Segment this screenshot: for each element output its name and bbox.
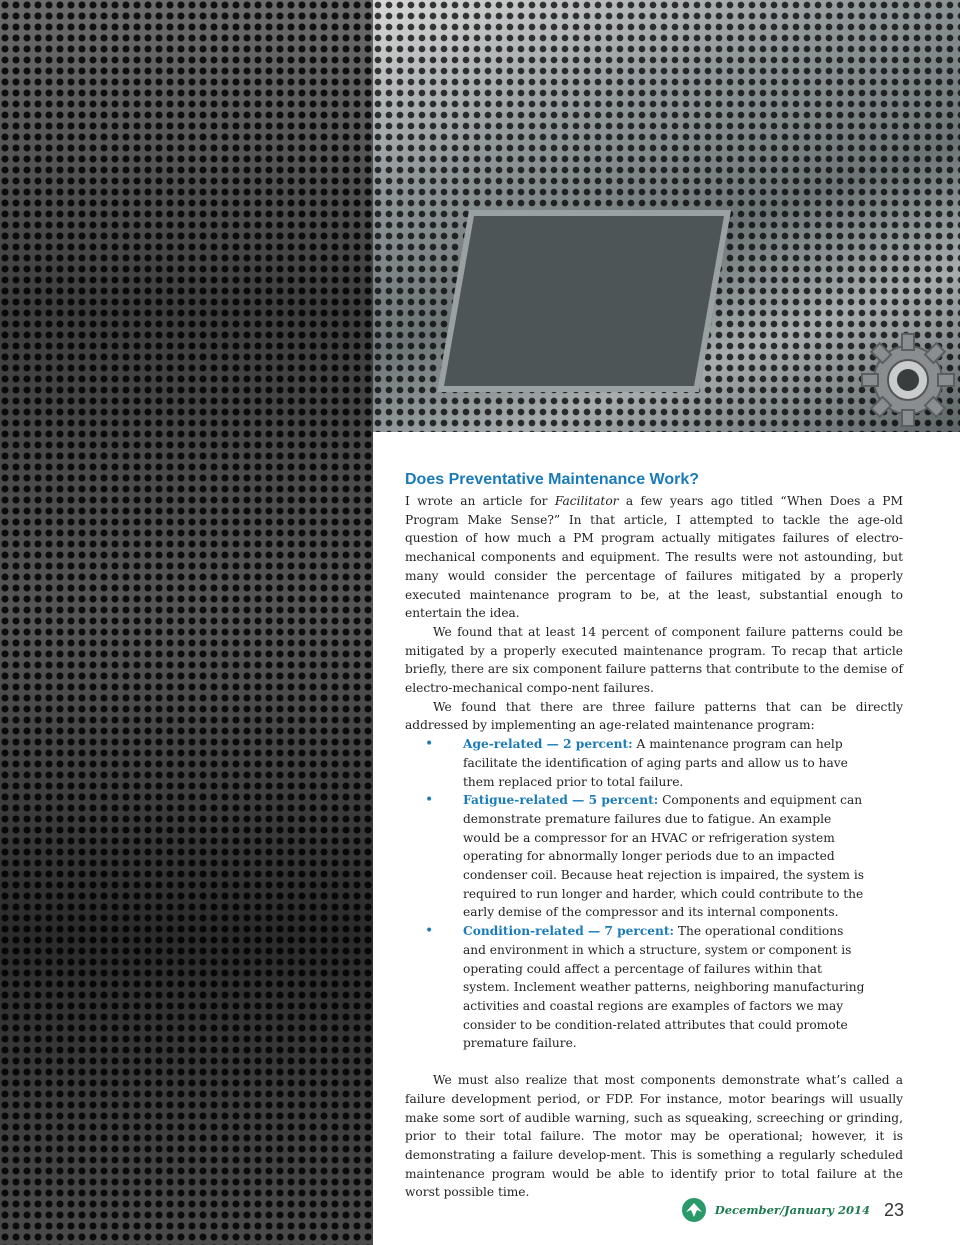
paragraph-1-start: I wrote an article for xyxy=(405,494,555,508)
failure-pattern-list xyxy=(405,735,903,1053)
list-item xyxy=(405,735,903,791)
magazine-logo-icon xyxy=(681,1197,707,1223)
article-heading: Does Preventative Maintenance Work? xyxy=(405,471,700,488)
list-item-lead: Age-related — 2 percent: xyxy=(463,737,633,752)
paragraph-4: We must also realize that most components demonstrate what’s called a failure development period, or FDP. For instance, motor bearings will usually make some sort of audible warning, such as squeaking, screeching or grinding, prior to their total failure. The motor may be operational; however, it is demonstrating a failure develop-ment. This is something a regularly scheduled maintenance program would be able to identify prior to total failure at the worst possible time. xyxy=(405,1073,903,1200)
publication-title: Facilitator xyxy=(554,494,619,508)
page-footer xyxy=(681,1197,904,1223)
paragraph-1 xyxy=(405,492,903,623)
article-body xyxy=(405,470,903,1202)
page-number: 23 xyxy=(883,1199,904,1220)
sink-basin-shape xyxy=(437,210,731,392)
list-item-lead: Condition-related — 7 percent: xyxy=(463,924,675,939)
bullet-icon: • xyxy=(425,923,434,940)
list-item-text: Components and equipment can demonstrate premature failures due to fatigue. An example would be a compressor for an HVAC or refrigeration system operating for abnormally longer periods due to an impacted condenser coil. Because heat rejection is impaired, the system is required to run longer and harder, which could contribute to the early demise of the compressor and its internal components. xyxy=(463,793,864,920)
list-item-text: The operational conditions and environment in which a structure, system or component is operating could affect a percentage of failures within that system. Inclement weather patterns, neighboring manufacturing activities and coastal regions are examples of factors we may consider to be condition-related attributes that could promote premature failure. xyxy=(463,924,865,1051)
list-item-lead: Fatigue-related — 5 percent: xyxy=(463,793,659,808)
issue-date: December/January 2014 xyxy=(714,1203,870,1217)
bullet-icon: • xyxy=(425,792,434,809)
paragraph-2: We found that at least 14 percent of component failure patterns could be mitigated by a properly executed maintenance program. To recap that article briefly, there are six component failure patterns that contribute to the demise of electro-mechanical compo-nent failures. xyxy=(405,624,903,696)
gear-icon xyxy=(858,330,958,430)
gears-background-image xyxy=(0,0,373,1245)
spacer xyxy=(405,1053,903,1071)
list-item xyxy=(405,922,903,1053)
list-item xyxy=(405,791,903,922)
paragraph-1-rest: a few years ago titled “When Does a PM Program Make Sense?” In that article, I attempted to tackle the age-old question of how much a PM program actually mitigates failures of electro-mechanical components and equipment. The results were not astounding, but many would consider the percentage of failures mitigated by a properly executed maintenance program to be, at the least, substantial enough to entertain the idea. xyxy=(405,494,903,621)
paragraph-3: We found that there are three failure patterns that can be directly addressed by implementing an age-related maintenance program: xyxy=(405,699,903,733)
list-item-text: A maintenance program can help facilitate the identification of aging parts and allow us to have them replaced prior to total failure. xyxy=(463,737,848,789)
bullet-icon: • xyxy=(425,736,434,753)
